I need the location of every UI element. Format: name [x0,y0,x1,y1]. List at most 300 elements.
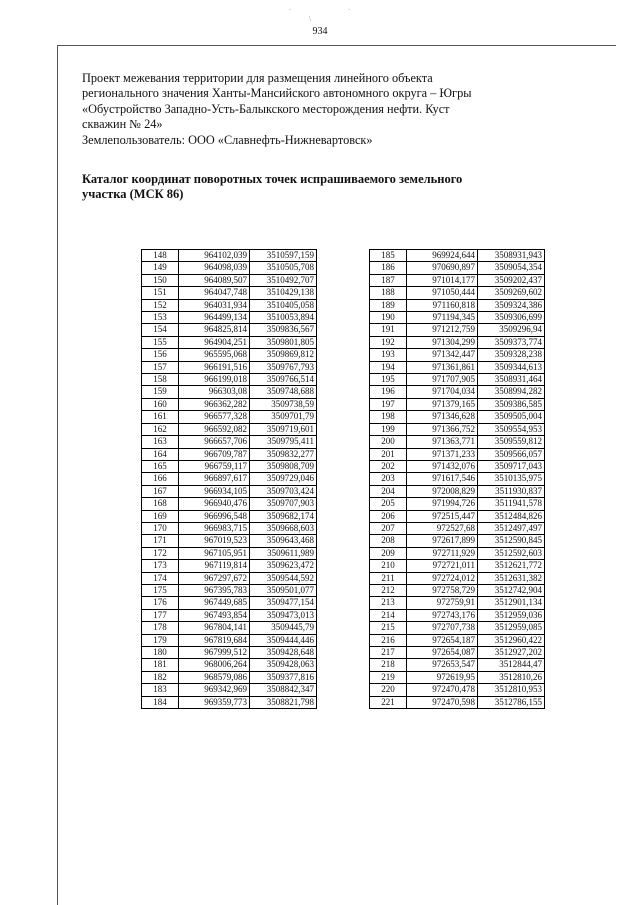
x-coordinate-cell: 966362,282 [179,398,250,410]
point-number-cell: 163 [142,436,179,448]
point-number-cell: 181 [142,659,179,671]
point-number-cell: 194 [370,361,407,373]
table-row [142,584,317,596]
coordinates-table-left [141,249,317,709]
table-row [370,498,545,510]
y-coordinate-cell: 3508821,798 [250,696,317,708]
point-number-cell: 193 [370,349,407,361]
point-number-cell: 212 [370,584,407,596]
coordinates-table-right [369,249,545,709]
y-coordinate-cell: 3509306,699 [478,312,545,324]
table-row [370,349,545,361]
table-row [142,324,317,336]
point-number-cell: 154 [142,324,179,336]
x-coordinate-cell: 968579,086 [179,671,250,683]
table-row [370,361,545,373]
table-row [142,622,317,634]
scan-mark: \ [309,15,311,23]
x-coordinate-cell: 972707,738 [407,622,478,634]
table-row [370,647,545,659]
point-number-cell: 165 [142,460,179,472]
table-row [142,522,317,534]
y-coordinate-cell: 3509428,063 [250,659,317,671]
table-row [370,560,545,572]
point-number-cell: 199 [370,423,407,435]
x-coordinate-cell: 969924,644 [407,250,478,262]
point-number-cell: 192 [370,336,407,348]
y-coordinate-cell: 3509428,648 [250,647,317,659]
point-number-cell: 180 [142,647,179,659]
table-row [370,336,545,348]
y-coordinate-cell: 3509623,472 [250,560,317,572]
x-coordinate-cell: 971432,076 [407,460,478,472]
x-coordinate-cell: 971617,546 [407,473,478,485]
point-number-cell: 178 [142,622,179,634]
y-coordinate-cell: 3510405,058 [250,299,317,311]
x-coordinate-cell: 966303,08 [179,386,250,398]
project-line: скважин № 24» [82,117,163,132]
table-row [370,287,545,299]
point-number-cell: 158 [142,374,179,386]
point-number-cell: 172 [142,547,179,559]
page-number: 934 [312,26,328,37]
point-number-cell: 150 [142,274,179,286]
x-coordinate-cell: 971304,299 [407,336,478,348]
point-number-cell: 213 [370,597,407,609]
x-coordinate-cell: 964499,134 [179,312,250,324]
y-coordinate-cell: 3509054,354 [478,262,545,274]
table-row [370,485,545,497]
table-row [142,386,317,398]
y-coordinate-cell: 3509505,004 [478,411,545,423]
table-row [142,609,317,621]
y-coordinate-cell: 3508931,464 [478,374,545,386]
y-coordinate-cell: 3509477,154 [250,597,317,609]
point-number-cell: 169 [142,510,179,522]
x-coordinate-cell: 971342,447 [407,349,478,361]
point-number-cell: 191 [370,324,407,336]
point-number-cell: 151 [142,287,179,299]
point-number-cell: 196 [370,386,407,398]
x-coordinate-cell: 967819,684 [179,634,250,646]
table-row [370,460,545,472]
y-coordinate-cell: 3511930,837 [478,485,545,497]
table-row [142,560,317,572]
point-number-cell: 203 [370,473,407,485]
y-coordinate-cell: 3509554,953 [478,423,545,435]
y-coordinate-cell: 3512497,497 [478,522,545,534]
table-row [142,411,317,423]
y-coordinate-cell: 3510492,707 [250,274,317,286]
point-number-cell: 177 [142,609,179,621]
y-coordinate-cell: 3509869,812 [250,349,317,361]
catalog-title-line: участка (МСК 86) [82,187,184,201]
table-row [370,411,545,423]
y-coordinate-cell: 3509836,567 [250,324,317,336]
point-number-cell: 210 [370,560,407,572]
catalog-title-line: Каталог координат поворотных точек испрашиваемого земельного [82,172,463,186]
y-coordinate-cell: 3509269,602 [478,287,545,299]
x-coordinate-cell: 971050,444 [407,287,478,299]
point-number-cell: 205 [370,498,407,510]
y-coordinate-cell: 3509473,013 [250,609,317,621]
x-coordinate-cell: 967999,512 [179,647,250,659]
y-coordinate-cell: 3512631,382 [478,572,545,584]
point-number-cell: 221 [370,696,407,708]
table-row [142,436,317,448]
point-number-cell: 216 [370,634,407,646]
x-coordinate-cell: 972527,68 [407,522,478,534]
table-row [370,262,545,274]
table-row [370,634,545,646]
scan-mark: · [348,6,351,14]
y-coordinate-cell: 3512927,202 [478,647,545,659]
table-row [370,609,545,621]
project-line: Проект межевания территории для размещения линейного объекта [82,71,433,85]
x-coordinate-cell: 965595,068 [179,349,250,361]
y-coordinate-cell: 3509445,79 [250,622,317,634]
point-number-cell: 202 [370,460,407,472]
y-coordinate-cell: 3512742,904 [478,584,545,596]
y-coordinate-cell: 3511941,578 [478,498,545,510]
project-line: «Обустройство Западно-Усть-Балыкского месторождения нефти. Куст [82,101,450,116]
scan-mark: · [289,6,292,14]
point-number-cell: 209 [370,547,407,559]
x-coordinate-cell: 972654,087 [407,647,478,659]
table-row [142,572,317,584]
table-row [142,535,317,547]
point-number-cell: 184 [142,696,179,708]
x-coordinate-cell: 966657,706 [179,436,250,448]
land-user-line: Землепользователь: ООО «Славнефть-Нижневартовск» [82,132,373,147]
x-coordinate-cell: 966191,516 [179,361,250,373]
y-coordinate-cell: 3510429,138 [250,287,317,299]
project-line: регионального значения Ханты-Мансийского автономного округа – Югры [82,86,472,101]
point-number-cell: 160 [142,398,179,410]
x-coordinate-cell: 967019,523 [179,535,250,547]
y-coordinate-cell: 3512592,603 [478,547,545,559]
x-coordinate-cell: 972470,478 [407,684,478,696]
table-row [370,448,545,460]
table-row [370,274,545,286]
y-coordinate-cell: 3509559,812 [478,436,545,448]
point-number-cell: 164 [142,448,179,460]
table-row [370,671,545,683]
y-coordinate-cell: 3509501,077 [250,584,317,596]
point-number-cell: 220 [370,684,407,696]
y-coordinate-cell: 3508994,282 [478,386,545,398]
point-number-cell: 186 [370,262,407,274]
table-row [370,522,545,534]
table-row [370,622,545,634]
y-coordinate-cell: 3509344,613 [478,361,545,373]
point-number-cell: 176 [142,597,179,609]
y-coordinate-cell: 3509707,903 [250,498,317,510]
table-row [142,299,317,311]
point-number-cell: 204 [370,485,407,497]
x-coordinate-cell: 967297,672 [179,572,250,584]
table-row [142,597,317,609]
x-coordinate-cell: 967395,783 [179,584,250,596]
y-coordinate-cell: 3510597,159 [250,250,317,262]
y-coordinate-cell: 3509795,411 [250,436,317,448]
point-number-cell: 148 [142,250,179,262]
x-coordinate-cell: 964825,814 [179,324,250,336]
point-number-cell: 174 [142,572,179,584]
x-coordinate-cell: 972759,91 [407,597,478,609]
table-row [370,324,545,336]
x-coordinate-cell: 972008,829 [407,485,478,497]
table-row [370,547,545,559]
y-coordinate-cell: 3512960,422 [478,634,545,646]
table-row [370,584,545,596]
point-number-cell: 159 [142,386,179,398]
table-row [142,460,317,472]
y-coordinate-cell: 3509643,468 [250,535,317,547]
point-number-cell: 188 [370,287,407,299]
y-coordinate-cell: 3512590,845 [478,535,545,547]
table-row [142,262,317,274]
x-coordinate-cell: 967449,685 [179,597,250,609]
x-coordinate-cell: 967804,141 [179,622,250,634]
table-row [142,684,317,696]
y-coordinate-cell: 3509386,585 [478,398,545,410]
x-coordinate-cell: 972653,547 [407,659,478,671]
point-number-cell: 201 [370,448,407,460]
y-coordinate-cell: 3512959,036 [478,609,545,621]
x-coordinate-cell: 969359,773 [179,696,250,708]
point-number-cell: 155 [142,336,179,348]
point-number-cell: 200 [370,436,407,448]
x-coordinate-cell: 972470,598 [407,696,478,708]
point-number-cell: 167 [142,485,179,497]
table-row [370,510,545,522]
y-coordinate-cell: 3509767,793 [250,361,317,373]
point-number-cell: 207 [370,522,407,534]
point-number-cell: 157 [142,361,179,373]
point-number-cell: 161 [142,411,179,423]
x-coordinate-cell: 967493,854 [179,609,250,621]
table-row [142,473,317,485]
y-coordinate-cell: 3509719,601 [250,423,317,435]
table-row [142,361,317,373]
table-row [370,473,545,485]
x-coordinate-cell: 966709,787 [179,448,250,460]
y-coordinate-cell: 3509729,046 [250,473,317,485]
x-coordinate-cell: 971366,752 [407,423,478,435]
y-coordinate-cell: 3512901,134 [478,597,545,609]
table-row [142,398,317,410]
y-coordinate-cell: 3512810,953 [478,684,545,696]
y-coordinate-cell: 3512959,085 [478,622,545,634]
point-number-cell: 195 [370,374,407,386]
x-coordinate-cell: 971160,818 [407,299,478,311]
x-coordinate-cell: 971194,345 [407,312,478,324]
y-coordinate-cell: 3512844,47 [478,659,545,671]
point-number-cell: 152 [142,299,179,311]
x-coordinate-cell: 966996,548 [179,510,250,522]
x-coordinate-cell: 972721,011 [407,560,478,572]
point-number-cell: 162 [142,423,179,435]
y-coordinate-cell: 3509832,277 [250,448,317,460]
y-coordinate-cell: 3509766,514 [250,374,317,386]
x-coordinate-cell: 972758,729 [407,584,478,596]
x-coordinate-cell: 971346,628 [407,411,478,423]
x-coordinate-cell: 971014,177 [407,274,478,286]
point-number-cell: 156 [142,349,179,361]
point-number-cell: 173 [142,560,179,572]
y-coordinate-cell: 3509801,805 [250,336,317,348]
x-coordinate-cell: 971371,233 [407,448,478,460]
table-row [370,659,545,671]
x-coordinate-cell: 971361,861 [407,361,478,373]
y-coordinate-cell: 3509296,94 [478,324,545,336]
table-row [142,696,317,708]
y-coordinate-cell: 3509808,709 [250,460,317,472]
point-number-cell: 183 [142,684,179,696]
table-row [142,349,317,361]
table-row [370,386,545,398]
y-coordinate-cell: 3509373,774 [478,336,545,348]
table-row [142,312,317,324]
point-number-cell: 153 [142,312,179,324]
y-coordinate-cell: 3512621,772 [478,560,545,572]
y-coordinate-cell: 3508931,943 [478,250,545,262]
x-coordinate-cell: 972617,899 [407,535,478,547]
table-row [142,250,317,262]
point-number-cell: 168 [142,498,179,510]
point-number-cell: 171 [142,535,179,547]
point-number-cell: 214 [370,609,407,621]
table-row [142,659,317,671]
y-coordinate-cell: 3509682,174 [250,510,317,522]
x-coordinate-cell: 964904,251 [179,336,250,348]
y-coordinate-cell: 3512810,26 [478,671,545,683]
table-row [370,535,545,547]
table-row [142,498,317,510]
y-coordinate-cell: 3509701,79 [250,411,317,423]
y-coordinate-cell: 3509377,816 [250,671,317,683]
x-coordinate-cell: 971363,771 [407,436,478,448]
table-row [370,398,545,410]
x-coordinate-cell: 964102,039 [179,250,250,262]
x-coordinate-cell: 964089,507 [179,274,250,286]
point-number-cell: 208 [370,535,407,547]
x-coordinate-cell: 966940,476 [179,498,250,510]
table-row [142,423,317,435]
x-coordinate-cell: 968006,264 [179,659,250,671]
table-row [142,336,317,348]
point-number-cell: 211 [370,572,407,584]
table-row [370,250,545,262]
y-coordinate-cell: 3509544,592 [250,572,317,584]
x-coordinate-cell: 972724,012 [407,572,478,584]
table-row [370,572,545,584]
x-coordinate-cell: 964047,748 [179,287,250,299]
table-row [142,485,317,497]
point-number-cell: 206 [370,510,407,522]
x-coordinate-cell: 966199,018 [179,374,250,386]
point-number-cell: 219 [370,671,407,683]
point-number-cell: 185 [370,250,407,262]
table-row [370,597,545,609]
y-coordinate-cell: 3510505,708 [250,262,317,274]
y-coordinate-cell: 3509717,043 [478,460,545,472]
point-number-cell: 197 [370,398,407,410]
point-number-cell: 198 [370,411,407,423]
y-coordinate-cell: 3509748,688 [250,386,317,398]
point-number-cell: 182 [142,671,179,683]
y-coordinate-cell: 3509703,424 [250,485,317,497]
table-row [370,312,545,324]
y-coordinate-cell: 3508842,347 [250,684,317,696]
x-coordinate-cell: 969342,969 [179,684,250,696]
table-row [142,647,317,659]
point-number-cell: 187 [370,274,407,286]
table-row [370,374,545,386]
y-coordinate-cell: 3509611,989 [250,547,317,559]
x-coordinate-cell: 972515,447 [407,510,478,522]
point-number-cell: 218 [370,659,407,671]
y-coordinate-cell: 3509668,603 [250,522,317,534]
table-row [370,684,545,696]
x-coordinate-cell: 971379,165 [407,398,478,410]
y-coordinate-cell: 3509202,437 [478,274,545,286]
table-row [370,423,545,435]
point-number-cell: 166 [142,473,179,485]
x-coordinate-cell: 972743,176 [407,609,478,621]
y-coordinate-cell: 3509328,238 [478,349,545,361]
point-number-cell: 170 [142,522,179,534]
table-row [142,287,317,299]
x-coordinate-cell: 966592,082 [179,423,250,435]
x-coordinate-cell: 964031,934 [179,299,250,311]
x-coordinate-cell: 971707,905 [407,374,478,386]
point-number-cell: 189 [370,299,407,311]
x-coordinate-cell: 967105,951 [179,547,250,559]
table-row [142,510,317,522]
table-row [370,299,545,311]
x-coordinate-cell: 971704,034 [407,386,478,398]
project-description [82,71,542,148]
point-number-cell: 190 [370,312,407,324]
x-coordinate-cell: 966759,117 [179,460,250,472]
x-coordinate-cell: 966897,617 [179,473,250,485]
y-coordinate-cell: 3512786,155 [478,696,545,708]
x-coordinate-cell: 966983,715 [179,522,250,534]
x-coordinate-cell: 970690,897 [407,262,478,274]
x-coordinate-cell: 972654,187 [407,634,478,646]
point-number-cell: 149 [142,262,179,274]
point-number-cell: 175 [142,584,179,596]
table-row [142,448,317,460]
x-coordinate-cell: 971994,726 [407,498,478,510]
y-coordinate-cell: 3512484,826 [478,510,545,522]
point-number-cell: 217 [370,647,407,659]
y-coordinate-cell: 3510053,894 [250,312,317,324]
y-coordinate-cell: 3509566,057 [478,448,545,460]
point-number-cell: 215 [370,622,407,634]
y-coordinate-cell: 3509324,386 [478,299,545,311]
x-coordinate-cell: 972711,929 [407,547,478,559]
table-row [142,671,317,683]
x-coordinate-cell: 971212,759 [407,324,478,336]
table-row [370,696,545,708]
table-row [142,547,317,559]
table-row [370,436,545,448]
y-coordinate-cell: 3510135,975 [478,473,545,485]
table-row [142,374,317,386]
